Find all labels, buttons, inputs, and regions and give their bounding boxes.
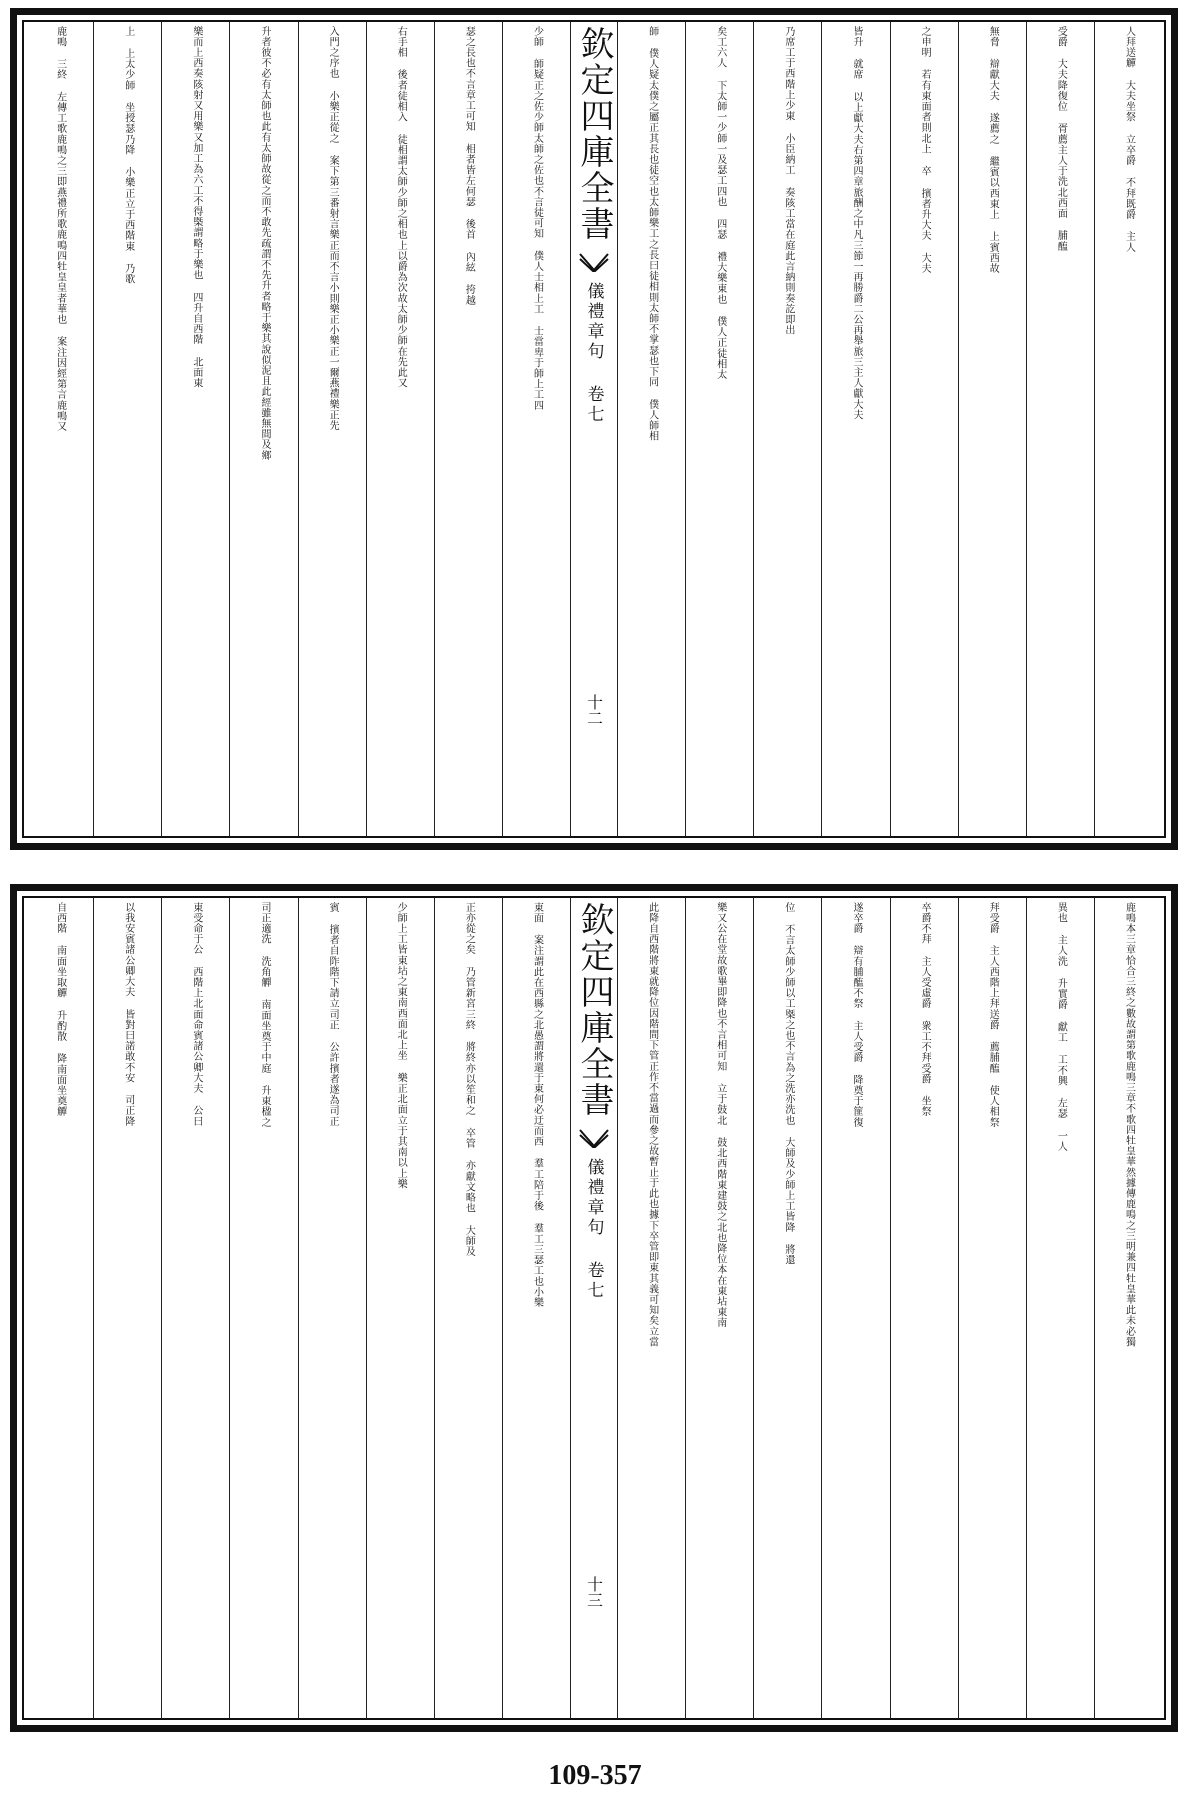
top-page-fold-column <box>570 22 617 836</box>
bottom-page-column-text: 樂又公在堂故歌畢即降也不言相可知 立于鼓北 鼓北西階東建鼓之北也降位本在東坫東南 <box>714 902 726 1328</box>
top-page-column-text: 少師 師疑正之佐少師太師之佐也不言徒可知 僕人士相上工 士當卑于師上工四 <box>531 26 543 411</box>
bottom-page <box>0 876 1190 1740</box>
top-page-column-text: 受爵 大夫降復位 胥薦主人于洗北西面 脯醢 <box>1055 26 1067 252</box>
bottom-page-text-column <box>753 898 821 1718</box>
bottom-page-text-column <box>958 898 1026 1718</box>
top-page-fishtail-mark-icon <box>579 250 609 272</box>
bottom-page-text-column <box>890 898 958 1718</box>
top-page-text-column <box>161 22 229 836</box>
bottom-page-text-column <box>685 898 753 1718</box>
top-page-column-text: 瑟之長也不言章工可知 相者皆左何瑟 後首 內絃 挎越 <box>463 26 475 306</box>
bottom-page-text-column <box>1026 898 1094 1718</box>
bottom-page-column-text: 少師上工皆東坫之東南西面北上坐 樂正北面立于其南以上樂 <box>395 902 407 1190</box>
bottom-page-column-text: 自西階 南面坐取觶 升酌散 降南面坐奠觶 <box>54 902 66 1117</box>
top-page-text-column <box>821 22 889 836</box>
bottom-page-text-column <box>298 898 366 1718</box>
top-page-column-text: 無脅 辯獻大夫 遂薦之 繼賓以西東上 上賓西故 <box>987 26 999 274</box>
top-page-text-column <box>434 22 502 836</box>
bottom-page-leaf-number: 十三 <box>584 1576 604 1608</box>
top-page-column-text: 之申明 若有東面者則北上 卒 擯者升大夫 大夫 <box>919 26 931 274</box>
bottom-page-fold-column <box>570 898 617 1718</box>
bottom-page-column-text: 以我安賓諸公卿大夫 皆對曰諾敢不安 司正降 <box>122 902 134 1127</box>
page-number: 109-357 <box>548 1760 642 1791</box>
top-page-book-title: 欽定四庫全書 <box>574 26 614 242</box>
top-page-leaf-number: 十二 <box>584 694 604 726</box>
top-page-text-column <box>753 22 821 836</box>
top-page-column-text: 升者彼不必有太師也此有太師故從之而不敢先疏謂不先升者略于樂其說似泥且此經雖無間及鄉 <box>258 26 270 461</box>
bottom-page-text-column <box>161 898 229 1718</box>
bottom-page-text-column <box>93 898 161 1718</box>
top-page-column-text: 入門之序也 小樂正從之 案下第三番射言樂正而不言小則樂正小樂正一爾燕禮樂正先 <box>327 26 339 431</box>
top-page-column-text: 上 上太少師 坐授瑟乃降 小樂正立于西階東 乃歌 <box>122 26 134 285</box>
bottom-page-column-text: 正亦從之矣 乃管新宮三終 將終亦以笙和之 卒管 亦獻文略也 大師及 <box>463 902 475 1257</box>
bottom-page-column-text: 鹿鳴本三章恰合三終之數故謂第歌鹿鳴三章不歌四牡皇華然據傳鹿鳴之三明兼四牡皇華此未必獨 <box>1123 902 1135 1348</box>
top-page-column-text: 樂而上西奏陔射又用樂又加工為六工不得槩謂略于樂也 四升自西階 北面東 <box>190 26 202 389</box>
top-page-column-text: 皆升 就席 以上獻大夫右第四章旅酬之中凡三節一再勝爵二公再舉旅三主人獻大夫 <box>850 26 862 421</box>
bottom-page-column-text: 卒爵不拜 主人受虛爵 衆工不拜受爵 坐祭 <box>919 902 931 1117</box>
top-page-column-text: 師 僕人疑太僕之屬正其長也徒空也太師樂工之長曰徒相則太師不掌瑟也下同 僕人師相 <box>646 26 658 442</box>
bottom-page-text-column <box>229 898 297 1718</box>
top-page-text-column <box>366 22 434 836</box>
bottom-page-text-column <box>617 898 685 1718</box>
bottom-page-text-column <box>26 898 93 1718</box>
top-page <box>0 0 1190 858</box>
top-page-column-text: 人拜送觶 大夫坐祭 立卒爵 不拜既爵 主人 <box>1123 26 1135 253</box>
bottom-page-chapter-label: 儀禮章句 卷七 <box>583 1158 604 1301</box>
bottom-page-fishtail-mark-icon <box>579 1126 609 1148</box>
top-page-column-text: 矣工六人 下太師一少師一及瑟工四也 四瑟 禮大樂東也 僕人正徒相太 <box>714 26 726 380</box>
top-page-text-column <box>502 22 570 836</box>
top-page-text-column <box>229 22 297 836</box>
bottom-page-columns <box>26 898 1162 1718</box>
bottom-page-column-text: 拜受爵 主人西階上拜送爵 薦脯醢 使人相祭 <box>987 902 999 1128</box>
top-page-text-column <box>1026 22 1094 836</box>
bottom-page-book-title: 欽定四庫全書 <box>574 902 614 1118</box>
bottom-page-column-text: 東面 案注謂此在西縣之北愚謂將還于東何必迂而西 羣工陪于後 羣工三瑟工也小樂 <box>531 902 543 1308</box>
top-page-text-column <box>26 22 93 836</box>
top-page-text-column <box>890 22 958 836</box>
bottom-page-column-text: 遂卒爵 辯有脯醢不祭 主人受爵 降奠于篚復 <box>850 902 862 1128</box>
bottom-page-column-text: 異也 主人洗 升實爵 獻工 工不興 左瑟 一人 <box>1055 902 1067 1152</box>
bottom-page-column-text: 位 不言太師少師以工槩之也不言為之洗亦洗也 大師及少師上工皆降 將還 <box>782 902 794 1266</box>
top-page-column-text: 右手相 後者徒相入 徒相謂太師少師之相也上以爵為次故太師少師在先此又 <box>395 26 407 389</box>
bottom-page-text-column <box>434 898 502 1718</box>
bottom-page-text-column <box>821 898 889 1718</box>
top-page-column-text: 乃席工于西階上少東 小臣納工 奏陔工當在庭此言納則奏訖即出 <box>782 26 794 336</box>
top-page-text-column <box>958 22 1026 836</box>
top-page-chapter-label: 儀禮章句 卷七 <box>583 282 604 425</box>
bottom-page-column-text: 東受命于公 西階上北面命賓諸公卿大夫 公曰 <box>190 902 202 1127</box>
top-page-text-column <box>1094 22 1162 836</box>
top-page-text-column <box>685 22 753 836</box>
bottom-page-column-text: 此降自西階將東就降位因階間下管正作不當過而參之故暫止于此也據下卒管即東其義可知矣立當 <box>646 902 658 1348</box>
bottom-page-text-column <box>366 898 434 1718</box>
bottom-page-text-column <box>502 898 570 1718</box>
top-page-text-column <box>617 22 685 836</box>
bottom-page-column-text: 司正適洗 洗角觶 南面坐奠于中庭 升東楹之 <box>258 902 270 1128</box>
bottom-page-text-column <box>1094 898 1162 1718</box>
top-page-text-column <box>93 22 161 836</box>
bottom-page-column-text: 賓 擯者自阼階下請立司正 公許擯者遂為司正 <box>327 902 339 1127</box>
top-page-text-column <box>298 22 366 836</box>
top-page-column-text: 鹿鳴 三終 左傳工歌鹿鳴之三即燕禮所歌鹿鳴四牡皇皇者華也 案注因經第言鹿鳴又 <box>54 26 66 432</box>
top-page-columns <box>26 22 1162 836</box>
